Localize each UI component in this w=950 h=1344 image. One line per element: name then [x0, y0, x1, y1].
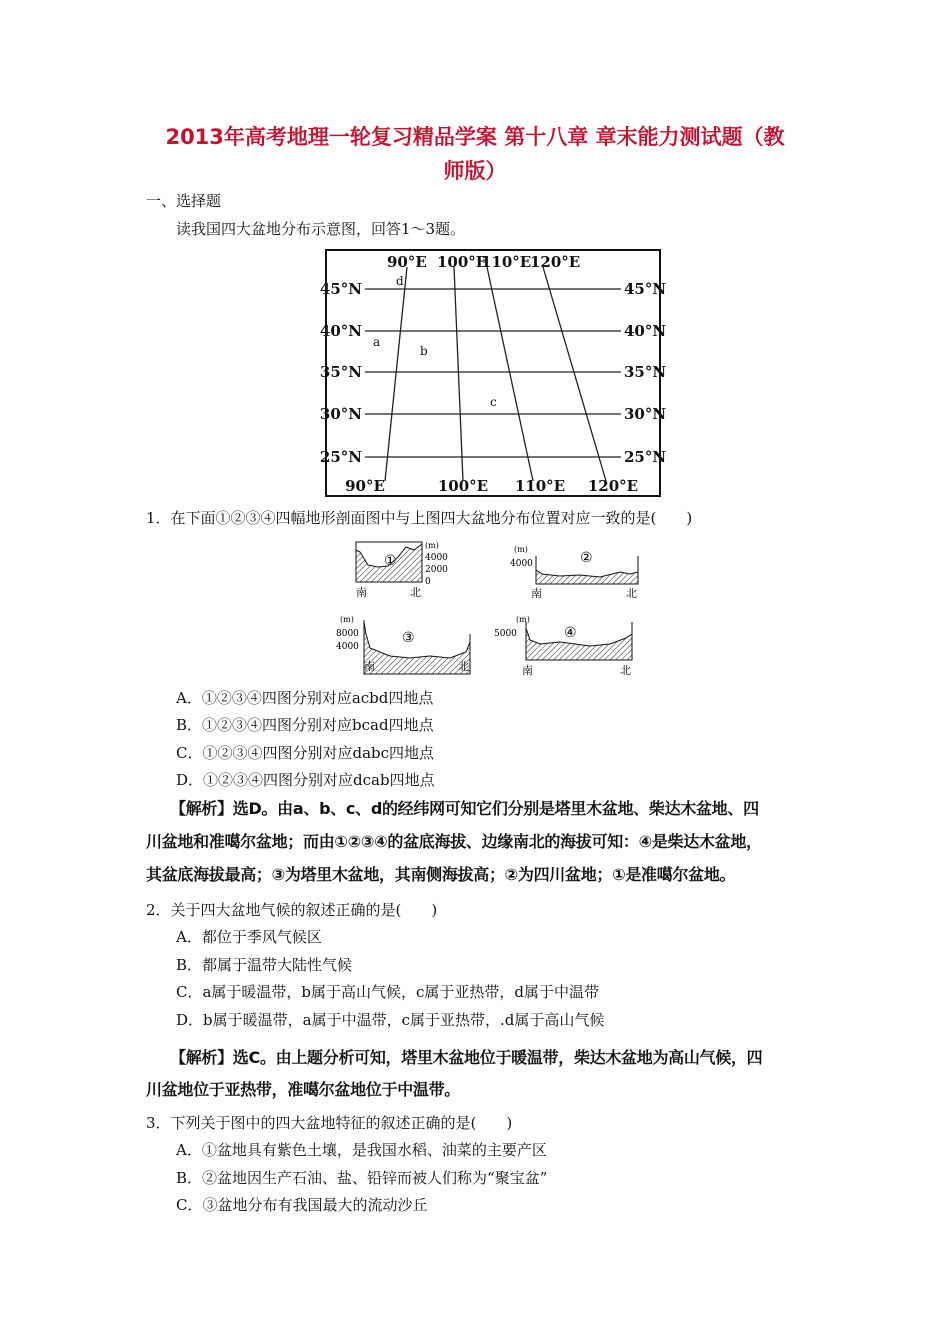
profile-4-tick: 5000 — [494, 629, 517, 639]
profile-3-north: 北 — [458, 660, 469, 673]
question-1-stem: 1．在下面①②③④四幅地形剖面图中与上图四大盆地分布位置对应一致的是( ) — [146, 509, 693, 527]
basin-distribution-map — [319, 249, 667, 497]
q1-analysis-line-1: 【解析】选D。由a、b、c、d的经纬网可知它们分别是塔里木盆地、柴达木盆地、四 — [170, 799, 759, 818]
q2-option-d: D．b属于暖温带，a属于中温带，c属于亚热带，.d属于高山气候 — [176, 1011, 605, 1029]
question-2-stem: 2．关于四大盆地气候的叙述正确的是( ) — [146, 901, 438, 919]
lat-label-left: 25°N — [319, 448, 362, 466]
profile-3 — [336, 615, 470, 674]
profile-2-label: ② — [580, 550, 593, 566]
profile-3-unit: (m) — [340, 615, 354, 624]
top-lon-label: 100°E — [437, 253, 488, 271]
lat-label-left: 40°N — [319, 322, 362, 340]
profile-2 — [510, 545, 638, 600]
q3-option-b: B．②盆地因生产石油、盐、铅锌而被人们称为“聚宝盆” — [176, 1169, 548, 1187]
q1-analysis-line-3: 其盆底海拔最高；③为塔里木盆地，其南侧海拔高；②为四川盆地；①是准噶尔盆地。 — [146, 865, 736, 884]
profile-1-tick: 2000 — [425, 565, 448, 575]
lat-label-left: 30°N — [319, 405, 362, 423]
bottom-lon-label: 100°E — [437, 477, 489, 495]
q3-option-a: A．①盆地具有紫色土壤，是我国水稻、油菜的主要产区 — [176, 1141, 547, 1159]
profile-1-north: 北 — [410, 586, 421, 599]
question-3-stem: 3．下列关于图中的四大盆地特征的叙述正确的是( ) — [146, 1114, 513, 1132]
profile-4 — [494, 615, 632, 677]
lat-label-left: 35°N — [319, 363, 362, 381]
lat-label-right: 30°N — [624, 405, 667, 423]
profile-3-label: ③ — [402, 630, 415, 646]
lat-label-right: 45°N — [624, 280, 667, 298]
q2-analysis-line-1: 【解析】选C。由上题分析可知，塔里木盆地位于暖温带，柴达木盆地为高山气候，四 — [170, 1048, 763, 1067]
profile-4-unit: (m) — [516, 615, 530, 624]
profile-2-south: 南 — [531, 587, 542, 600]
profile-3-tick: 4000 — [336, 642, 359, 652]
profile-1-unit: (m) — [425, 541, 439, 550]
top-lon-label: 90°E — [387, 253, 427, 271]
profile-4-south: 南 — [522, 664, 533, 677]
map-point-b: b — [420, 344, 428, 358]
map-point-c: c — [490, 395, 497, 409]
q3-option-c: C．③盆地分布有我国最大的流动沙丘 — [176, 1196, 428, 1214]
profile-1-tick: 0 — [425, 577, 431, 587]
lat-label-right: 35°N — [624, 363, 667, 381]
lat-label-right: 25°N — [624, 448, 667, 466]
terrain-profiles-figure — [330, 538, 650, 684]
profile-3-tick: 8000 — [336, 629, 359, 639]
map-point-a: a — [373, 335, 381, 349]
profile-3-south: 南 — [364, 660, 375, 673]
profile-2-north: 北 — [626, 587, 637, 600]
lat-label-left: 45°N — [319, 280, 362, 298]
bottom-lon-label: 120°E — [587, 477, 639, 495]
profile-1-south: 南 — [356, 586, 367, 599]
bottom-lon-label: 90°E — [345, 477, 385, 495]
profile-2-tick: 4000 — [510, 559, 533, 569]
q2-analysis-line-2: 川盆地位于亚热带，准噶尔盆地位于中温带。 — [146, 1080, 461, 1099]
document-title-line-2: 师版） — [443, 159, 507, 183]
document-title-line-1: 2013年高考地理一轮复习精品学案 第十八章 章末能力测试题（教 — [165, 125, 785, 149]
top-lon-label: 110°E — [481, 253, 532, 271]
section-heading: 一、选择题 — [146, 192, 222, 210]
profile-4-label: ④ — [564, 625, 577, 641]
q1-analysis-line-2: 川盆地和准噶尔盆地；而由①②③④的盆底海拔、边缘南北的海拔可知：④是柴达木盆地， — [146, 832, 762, 851]
q1-option-a: A．①②③④四图分别对应acbd四地点 — [176, 689, 434, 707]
lat-label-right: 40°N — [624, 322, 667, 340]
q2-option-a: A．都位于季风气候区 — [176, 928, 322, 946]
top-lon-label: 120°E — [530, 253, 581, 271]
bottom-lon-label: 110°E — [514, 477, 566, 495]
profile-2-unit: (m) — [514, 545, 528, 554]
profile-4-north: 北 — [620, 664, 631, 677]
map-point-d: d — [396, 274, 404, 288]
q1-option-d: D．①②③④四图分别对应dcab四地点 — [176, 771, 435, 789]
q1-option-b: B．①②③④四图分别对应bcad四地点 — [176, 716, 434, 734]
q1-option-c: C．①②③④四图分别对应dabc四地点 — [176, 744, 435, 762]
profile-1-label: ① — [384, 553, 397, 569]
profile-1-tick: 4000 — [425, 553, 448, 563]
q2-option-b: B．都属于温带大陆性气候 — [176, 956, 353, 974]
question-intro: 读我国四大盆地分布示意图，回答1～3题。 — [176, 220, 466, 238]
q2-option-c: C．a属于暖温带，b属于高山气候，c属于亚热带，d属于中温带 — [176, 983, 600, 1001]
profile-1 — [356, 541, 448, 599]
